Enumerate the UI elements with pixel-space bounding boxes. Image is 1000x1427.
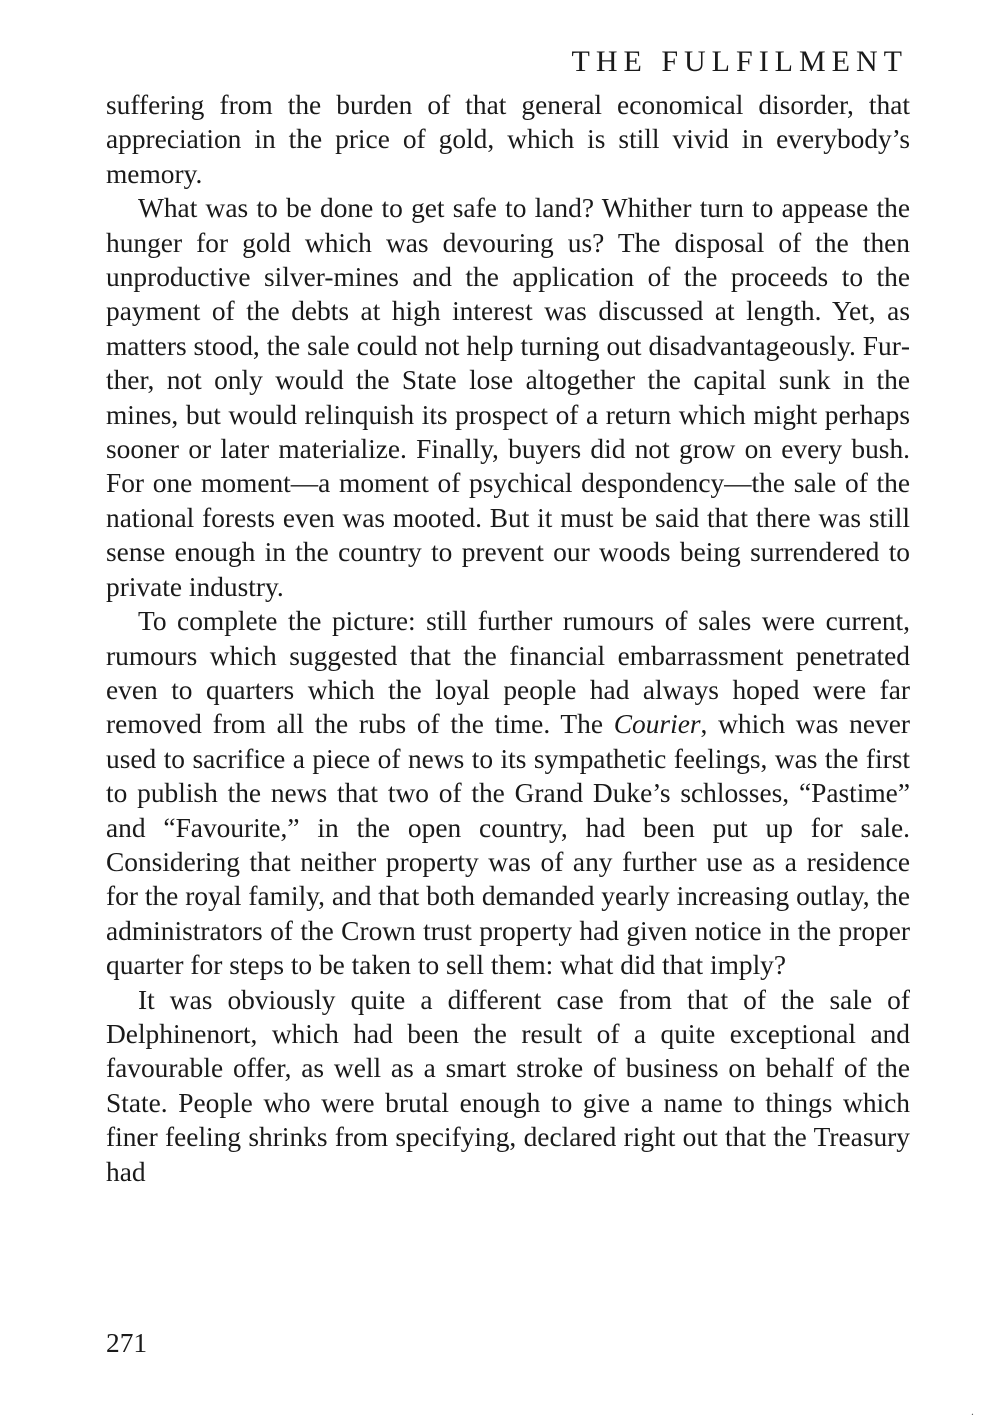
running-header: THE FULFILMENT xyxy=(571,45,908,78)
page-number: 271 xyxy=(106,1328,148,1358)
paragraph-text-after-italic: , which was never used to sacrifice a piece of news to its sympathetic feelings, was the first to publish the news that two of the Grand Duke’s schlosses, “Pastime” and “Favourite,” in the open country, had been put up for sale. Considering that neither property was of any further use as a residence for the royal family, and that both demanded yearly increasing outlay, the administrators of the Crown trust property had given notice in the proper quarter for steps to be taken to sell them: what did that imply? xyxy=(106,709,910,981)
paragraph-complete-the-picture xyxy=(106,604,910,982)
body-text xyxy=(106,88,910,1189)
paragraph-continued: suffering from the burden of that general economical disorder, that appreciation in the price of gold, which is still vivid in everybody’s memory. xyxy=(106,90,910,189)
print-speck: · xyxy=(970,1410,974,1421)
paragraph-text-before-italic: To complete the picture: still further rumours of sales were current, rumours which suggested that the financial embarrassment penetrated even to quarters which the loyal people had always hoped were far removed from all the rubs of the time. The xyxy=(106,606,910,740)
newspaper-title-courier: Courier xyxy=(613,709,701,740)
paragraph-delphinenort: It was obviously quite a different case from that of the sale of Delphinenort, which had been the result of a quite exceptional and favourable offer, as well as a smart stroke of business on behalf of the State. People who were brutal enough to give a name to things which finer feeling shrinks from specifying, declared right out that the Treasury had xyxy=(106,984,910,1187)
paragraph-get-safe-to-land: What was to be done to get safe to land? Whither turn to appease the hunger for gold which was devouring us? The disposal of the then unproductive silver-mines and the application of the proceeds to the payment of the debts at high interest was discussed at length. Yet, as matters stood, the sale could not help turning out disadvantageously. Further, not only would the State lose altogether the capital sunk in the mines, but would relinquish its prospect of a return which might perhaps sooner or later materialize. Finally, buyers did not grow on every bush. For one moment—a moment of psychical despondency—the sale of the national forests even was mooted. But it must be said that there was still sense enough in the country to prevent our woods being surrendered to private industry. xyxy=(106,193,910,602)
